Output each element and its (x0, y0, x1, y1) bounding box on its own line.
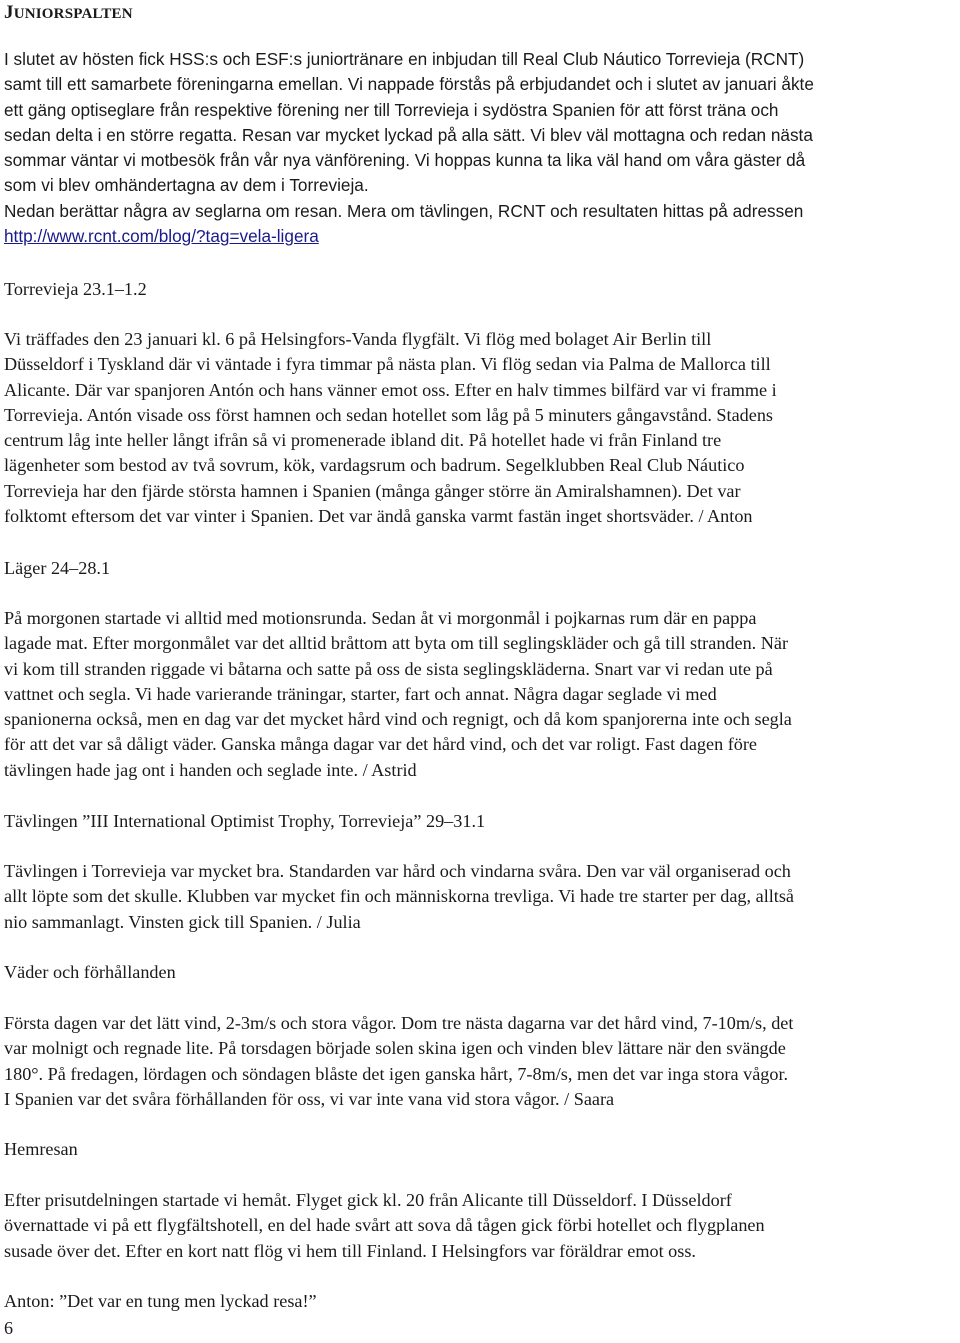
intro-line: sommar väntar vi motbesök från vår nya vänförening. Vi hoppas kunna ta lika väl hand om våra gäster då (4, 150, 806, 171)
heading-rest: UNIORSPALTEN (13, 6, 133, 22)
section-tavlingen (4, 809, 960, 834)
intro-line: Nedan berättar några av seglarna om resan. Mera om tävlingen, RCNT och resultaten hittas på adressen (4, 200, 804, 221)
body-line: övernattade vi på ett flygfältshotell, en del hade svårt att sova då tågen gick förbi hotellet och flygplanen (4, 1215, 765, 1236)
body-line: vi kom till stranden riggade vi båtarna och satte på oss de sista seglingskläderna. Snart var vi redan ute på (4, 658, 773, 679)
intro-line: I slutet av hösten fick HSS:s och ESF:s juniortränare en inbjudan till Real Club Náutico Torrevieja (RCNT) (4, 49, 805, 69)
body-line: var molnigt och regnade lite. På torsdagen började solen skina igen och vinden blev lättare när den svängde (4, 1038, 786, 1059)
section-tavlingen-body (4, 859, 960, 935)
section-title: Hemresan (4, 1139, 78, 1159)
page-number: 6 (4, 1318, 13, 1338)
body-line: Düsseldorf i Tyskland där vi väntade i fyra timmar på nästa plan. Vi flög sedan via Palma de Mallorca till (4, 354, 771, 375)
body-line: Torrevieja. Antón visade oss först hamnen och sedan hotellet som låg på 5 minuters gångavstånd. Stadens (4, 404, 773, 425)
section-title: Torrevieja 23.1–1.2 (4, 279, 147, 299)
body-line: för att det var så dåligt väder. Ganska många dagar var det hård vind, och det var roligt. Fast dagen före (4, 734, 757, 755)
intro-paragraph (4, 47, 960, 249)
body-line: Torrevieja har den fjärde största hamnen i Spanien (många gånger större än Amiralshamnen). Det var (4, 480, 741, 501)
body-line: lagade mat. Efter morgonmålet var det alltid bråttom att byta om till seglingskläder och gå till stranden. När (4, 633, 789, 654)
body-line: I Spanien var det svåra förhållanden för oss, vi var inte vana vid stora vågor. / Saara (4, 1088, 615, 1109)
section-vader (4, 960, 960, 985)
section-title: Läger 24–28.1 (4, 558, 111, 578)
body-line: vattnet och segla. Vi hade varierande träningar, starter, fart och annat. Några dagar seglade vi med (4, 683, 717, 704)
body-line: folktomt eftersom det var vinter i Spanien. Det var ändå ganska varmt fastän inget shortsväder. / Anton (4, 506, 753, 527)
intro-line: som vi blev omhändertagna av dem i Torrevieja. (4, 175, 369, 196)
body-line: Första dagen var det lätt vind, 2-3m/s och stora vågor. Dom tre nästa dagarna var det hård vind, 7-10m/s, det (4, 1013, 794, 1033)
intro-line: samt till ett samarbete föreningarna emellan. Vi nappade förstås på erbjudandet och i slutet av januari åkte (4, 74, 814, 95)
section-vader-body (4, 1011, 960, 1112)
body-line: nio sammanlagt. Vinsten gick till Spanien. / Julia (4, 911, 361, 932)
section-hemresan-body (4, 1188, 960, 1264)
body-line: På morgonen startade vi alltid med motionsrunda. Sedan åt vi morgonmål i pojkarnas rum där en pappa (4, 608, 757, 628)
closing-line: Anton: ”Det var en tung men lyckad resa!” (4, 1291, 317, 1311)
body-line: lägenheter som bestod av två sovrum, kök, vardagsrum och badrum. Segelklubben Real Club Náutico (4, 455, 745, 476)
section-title: Väder och förhållanden (4, 962, 176, 982)
body-line: Alicante. Där var spanjoren Antón och hans vänner emot oss. Efter en halv timmes bilfärd var vi framme i (4, 379, 777, 400)
rcnt-blog-link[interactable]: http://www.rcnt.com/blog/?tag=vela-ligera (4, 226, 319, 247)
section-heading (4, 2, 133, 24)
body-line: centrum låg inte heller långt ifrån så vi promenerade ibland dit. På hotellet hade vi från Finland tre (4, 430, 722, 451)
body-line: Tävlingen i Torrevieja var mycket bra. Standarden var hård och vindarna svåra. Den var väl organiserad och (4, 861, 791, 881)
body-line: 180°. På fredagen, lördagen och söndagen blåste det igen ganska hårt, 7-8m/s, men det var inga stora vågor. (4, 1063, 789, 1084)
section-hemresan (4, 1137, 960, 1162)
intro-line: sedan delta i en större regatta. Resan var mycket lyckad på alla sätt. Vi blev väl mottagna och redan nästa (4, 124, 813, 145)
body-line: allt löpte som det skulle. Klubben var mycket fin och människorna trevliga. Vi hade tre starter per dag, alltså (4, 886, 795, 907)
section-torrevieja (4, 277, 960, 302)
heading-initial: J (4, 2, 14, 23)
section-title: Tävlingen ”III International Optimist Trophy, Torrevieja” 29–31.1 (4, 811, 486, 831)
body-line: spanionerna också, men en dag var det mycket hård vind och regnigt, och då kom spanjorerna inte och segla (4, 709, 792, 730)
body-line: susade över det. Efter en kort natt flög vi hem till Finland. I Helsingfors var föräldrar emot oss. (4, 1240, 696, 1261)
section-lager (4, 556, 960, 581)
body-line: Vi träffades den 23 januari kl. 6 på Helsingfors-Vanda flygfält. Vi flög med bolaget Air Berlin till (4, 329, 712, 349)
body-line: Efter prisutdelningen startade vi hemåt. Flyget gick kl. 20 från Alicante till Düsseldorf. I Düsseldorf (4, 1190, 732, 1210)
closing-quote (4, 1289, 960, 1314)
section-torrevieja-body (4, 327, 960, 529)
body-line: tävlingen hade jag ont i handen och seglade inte. / Astrid (4, 759, 417, 780)
section-lager-body (4, 606, 960, 783)
intro-line: ett gäng optiseglare från respektive förening ner till Torrevieja i sydöstra Spanien för att först träna och (4, 99, 779, 120)
